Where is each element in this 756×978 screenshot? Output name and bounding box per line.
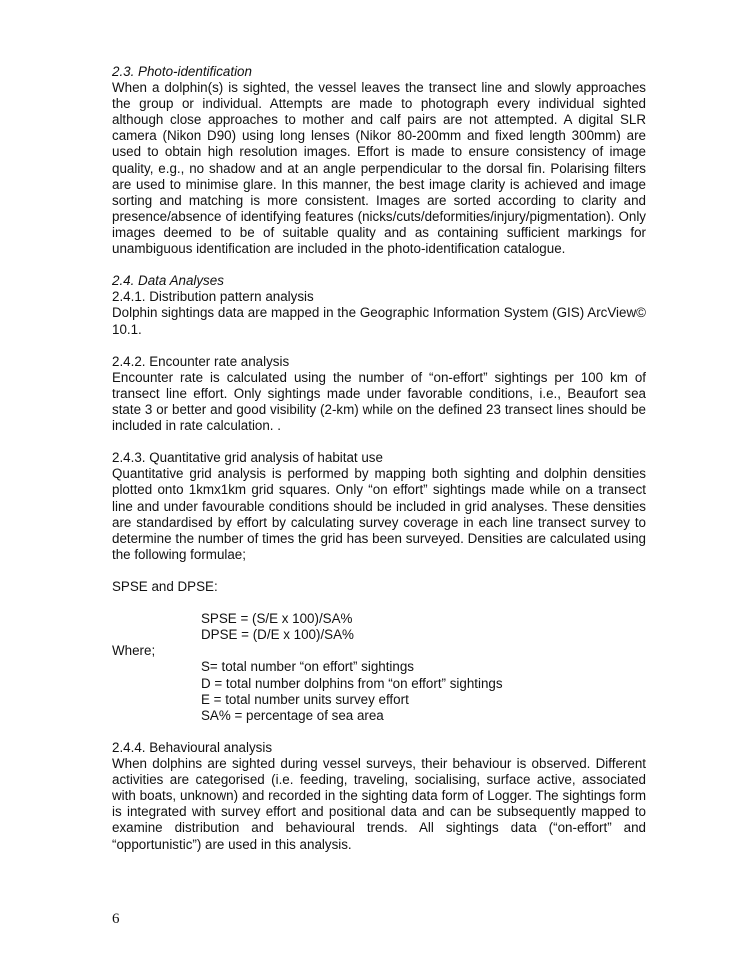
where-label: Where; [112,643,156,659]
grid-analysis-paragraph: Quantitative grid analysis is performed by mapping both sighting and dolphin densities plotted onto 1kmx1km grid squares. Only “on effort” sightings made while on a transect line and under favourable conditions should be included in grid analyses. These densities are standardised by effort by calculating survey coverage in each line transect survey to determine the number of times the grid has been surveyed. Densities are calculated using the following formulae; [112,466,646,562]
behavioural-paragraph: When dolphins are sighted during vessel surveys, their behaviour is observed. Different activities are categorised (i.e. feeding, traveling, socialising, surface active, associated with boats, unknown) and recorded in the sighting data form of Logger. The sightings form is integrated with survey effort and positional data and can be subsequently mapped to examine distribution and behavioural trends. All sightings data (“on-effort” and “opportunistic”) are used in this analysis. [112,756,646,852]
formula-spse: SPSE = (S/E x 100)/SA% [201,611,353,627]
subsection-heading-encounter-rate: 2.4.2. Encounter rate analysis [112,353,290,369]
section-heading-data-analyses: 2.4. Data Analyses [112,273,224,289]
document-page [112,64,646,853]
distribution-paragraph: Dolphin sightings data are mapped in the Geographic Information System (GIS) ArcView© 10.1. [112,305,646,337]
formula-intro: SPSE and DPSE: [112,579,218,594]
section-heading-photo-identification: 2.3. Photo-identification [112,64,252,79]
photo-identification-paragraph: When a dolphin(s) is sighted, the vessel leaves the transect line and slowly approaches the group or individual. Attempts are made to photograph every individual sighted although close approaches to mother and calf pairs are not attempted. A digital SLR camera (Nikon D90) using long lenses (Nikor 80-200mm and fixed length 300mm) are used to obtain high resolution images. Effort is made to ensure consistency of image quality, e.g., no shadow and at an angle perpendicular to the dorsal fin. Polarising filters are used to minimise glare. In this manner, the best image clarity is achieved and image sorting and matching is more consistent. Images are sorted according to clarity and presence/absence of identifying features (nicks/cuts/deformities/injury/pigmentation). Only images deemed to be of suitable quality and as containing sufficient markings for unambiguous identification are included in the photo-identification catalogue. [112,80,646,257]
definition-d: D = total number dolphins from “on effort” sightings [201,675,503,691]
definition-sa: SA% = percentage of sea area [201,707,384,723]
subsection-heading-grid-analysis: 2.4.3. Quantitative grid analysis of habitat use [112,450,383,466]
subsection-heading-behavioural: 2.4.4. Behavioural analysis [112,739,273,755]
page-number: 6 [112,911,120,927]
formula-dpse: DPSE = (D/E x 100)/SA% [201,627,354,643]
definition-e: E = total number units survey effort [201,691,409,707]
definition-s: S= total number “on effort” sightings [201,659,415,675]
subsection-heading-distribution: 2.4.1. Distribution pattern analysis [112,289,314,305]
encounter-rate-paragraph: Encounter rate is calculated using the number of “on-effort” sightings per 100 km of transect line effort. Only sightings made under favorable conditions, i.e., Beaufort sea state 3 or better and good visibility (2-km) while on the defined 23 transect lines should be included in rate calculation. . [112,369,646,434]
